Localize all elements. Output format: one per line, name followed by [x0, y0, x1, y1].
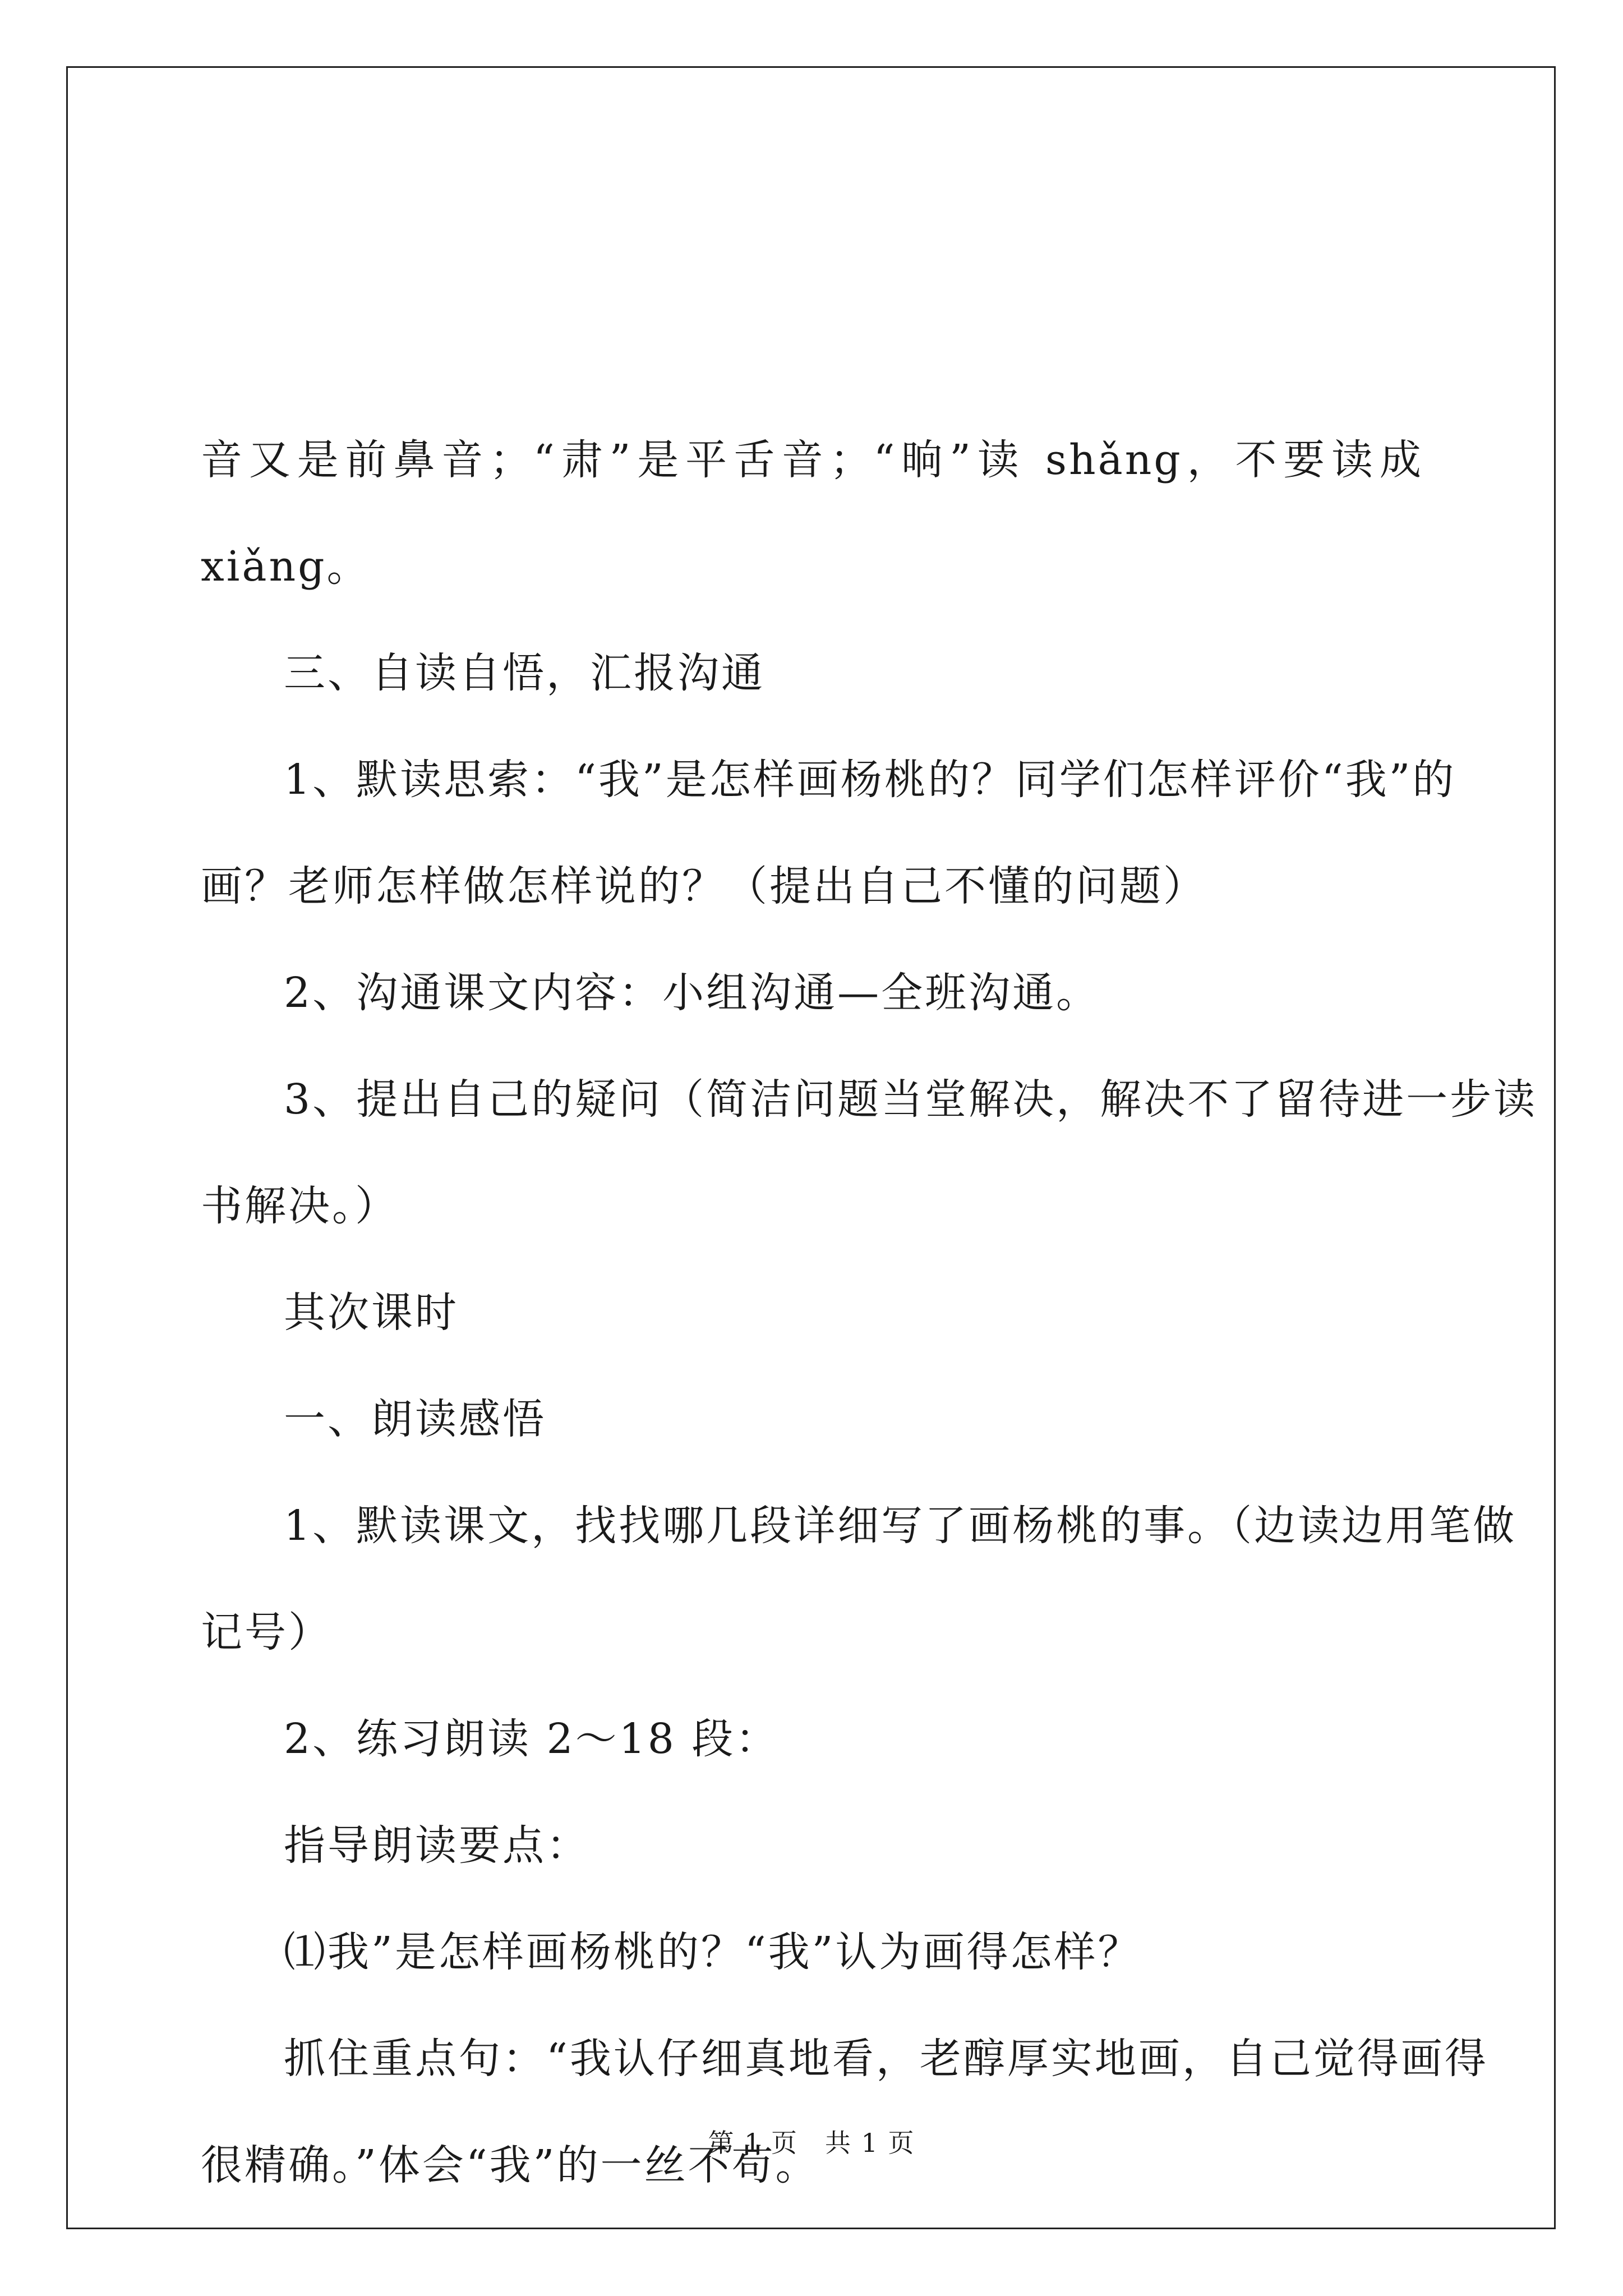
text-line-12: 记号）	[201, 1608, 332, 1657]
text-line-14: 指导朗读要点：	[284, 1821, 590, 1870]
section-heading-reading: 一、朗读感悟	[284, 1395, 546, 1443]
text-line-11: 1、默读课文，找找哪几段详细写了画杨桃的事。（边读边用笔做	[284, 1502, 1517, 1550]
text-line-8: 书解决。）	[201, 1182, 399, 1230]
text-line-6: 2、沟通课文内容：小组沟通—全班沟通。	[284, 969, 1100, 1017]
text-line-15: ⑴我”是怎样画杨桃的？“我”认为画得怎样？	[284, 1928, 1142, 1976]
text-line-16: 抓住重点句：“我认仔细真地看，老醇厚实地画，自己觉得画得	[284, 2035, 1488, 2083]
section-heading-second-lesson: 其次课时	[284, 1289, 459, 1337]
text-line-2: xiǎng。	[201, 542, 371, 591]
page-border	[66, 66, 1556, 2229]
page-number-footer: 第 1 页 共 1 页	[708, 2128, 915, 2158]
text-line-1: 音又是前鼻音；“肃”是平舌音；“晌”读 shǎng，不要读成	[201, 436, 1423, 484]
text-line-7: 3、提出自己的疑问（简洁问题当堂解决，解决不了留待进一步读	[284, 1075, 1538, 1124]
text-line-13: 2、练习朗读 2～18 段：	[284, 1715, 780, 1763]
text-line-17: 很精确。”体会“我”的一丝不苟。	[201, 2141, 819, 2189]
text-line-4: 1、默读思索：“我”是怎样画杨桃的？同学们怎样评价“我”的	[284, 756, 1456, 804]
section-heading-self-study: 三、自读自悟，汇报沟通	[284, 649, 765, 697]
text-line-5: 画？老师怎样做怎样说的？（提出自己不懂的问题）	[201, 862, 1207, 910]
